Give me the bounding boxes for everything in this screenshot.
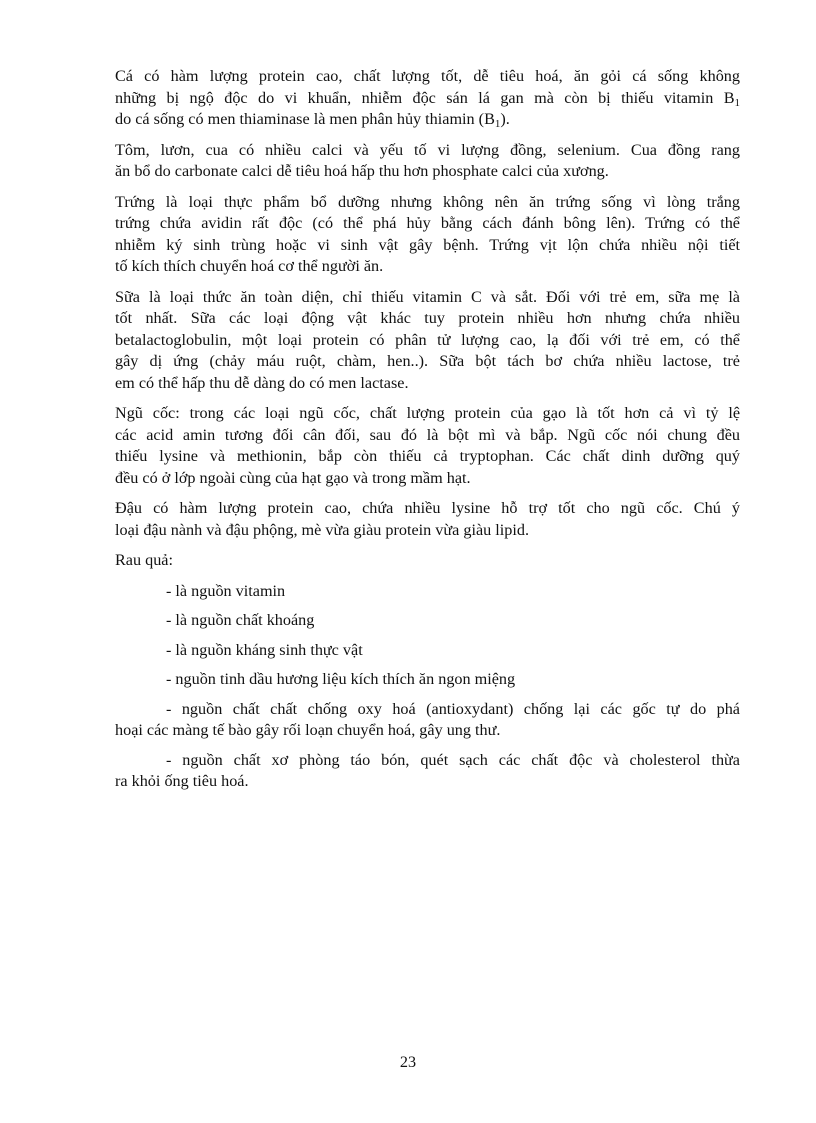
text-line: các acid amin tương đối cân đối, sau đó là bột mì và bắp. Ngũ cốc nói chung đều — [115, 425, 740, 444]
paragraph-beans — [115, 498, 740, 541]
subscript: 1 — [734, 96, 740, 109]
list-item — [115, 581, 740, 603]
subscript: 1 — [494, 118, 501, 130]
text-line: loại đậu nành và đậu phộng, mè vừa giàu protein vừa giàu lipid. — [115, 520, 530, 539]
text-segment: những bị ngộ độc do vi khuẩn, nhiễm độc sán lá gan mà còn bị thiếu vitamin B — [115, 88, 735, 107]
text-line: hoại các màng tế bào gây rối loạn chuyển hoá, gây ung thư. — [115, 721, 501, 739]
text-line: Đậu có hàm lượng protein cao, chứa nhiều lysine hỗ trợ tốt cho ngũ cốc. Chú ý — [115, 499, 740, 517]
list-item — [115, 640, 740, 662]
text-line: Cá có hàm lượng protein cao, chất lượng tốt, dễ tiêu hoá, ăn gỏi cá sống không — [115, 67, 740, 85]
body-text — [115, 66, 740, 801]
paragraph-milk — [115, 287, 740, 395]
text-line: Sữa là loại thức ăn toàn diện, chỉ thiếu vitamin C và sắt. Đối với trẻ em, sữa mẹ là — [115, 287, 740, 306]
text-line: em có thể hấp thu dễ dàng do có men lactase. — [115, 373, 409, 392]
text-line: ăn bổ do carbonate calci dễ tiêu hoá hấp thu hơn phosphate calci của xương. — [115, 162, 609, 180]
list-item — [115, 750, 740, 793]
text-line: nhiễm ký sinh trùng hoặc vi sinh vật gây bệnh. Trứng vịt lộn chứa nhiều nội tiết — [115, 235, 740, 254]
list-item — [115, 610, 740, 632]
text-line: trứng chứa avidin rất độc (có thể phá hủy bằng cách đánh bông lên). Trứng có thể — [115, 214, 740, 232]
text-line: Ngũ cốc: trong các loại ngũ cốc, chất lượng protein của gạo là tốt hơn cả vì tỷ lệ — [115, 404, 740, 422]
text-line: Rau quả: — [115, 551, 173, 569]
text-line — [115, 88, 740, 110]
text-line: ra khỏi ống tiêu hoá. — [115, 772, 249, 790]
text-segment: ). — [500, 110, 510, 128]
text-line: đều có ở lớp ngoài cùng của hạt gạo và trong mầm hạt. — [115, 468, 471, 487]
text-line: Trứng là loại thực phẩm bổ dưỡng nhưng không nên ăn trứng sống vì lòng trắng — [115, 192, 740, 211]
text-line: - nguồn tinh dầu hương liệu kích thích ăn ngon miệng — [166, 670, 516, 688]
text-line: - là nguồn kháng sinh thực vật — [166, 640, 363, 659]
list-item — [115, 669, 740, 691]
text-line: tốt nhất. Sữa các loại động vật khác tuy protein nhiều hơn nhưng chứa nhiều — [115, 309, 740, 327]
text-line: - nguồn chất chất chống oxy hoá (antioxydant) chống lại các gốc tự do phá — [166, 699, 740, 718]
paragraph-fish — [115, 66, 740, 131]
text-line — [115, 109, 740, 131]
text-segment: do cá sống có men thiaminase là men phân hủy thiamin (B — [115, 110, 495, 128]
text-line: betalactoglobulin, một loại protein có phân tử lượng cao, lạ đối với trẻ em, có thể — [115, 330, 740, 349]
list-item — [115, 699, 740, 742]
text-line: - nguồn chất xơ phòng táo bón, quét sạch các chất độc và cholesterol thừa — [166, 750, 740, 769]
text-line: Tôm, lươn, cua có nhiều calci và yếu tố vi lượng đồng, selenium. Cua đồng rang — [115, 140, 740, 159]
vegetables-heading — [115, 550, 740, 572]
text-line: tố kích thích chuyển hoá cơ thể người ăn. — [115, 257, 384, 275]
text-line: - là nguồn vitamin — [166, 581, 286, 600]
text-line: gây dị ứng (chảy máu ruột, chàm, hen..). Sữa bột tách bơ chứa nhiều lactose, trẻ — [115, 352, 740, 370]
paragraph-cereals — [115, 403, 740, 489]
page-number: 23 — [399, 1053, 417, 1071]
paragraph-eggs — [115, 192, 740, 278]
text-line: - là nguồn chất khoáng — [166, 611, 315, 629]
paragraph-shrimp — [115, 140, 740, 183]
text-line: thiếu lysine và methionin, bắp còn thiếu cả tryptophan. Các chất dinh dưỡng quý — [115, 447, 740, 465]
